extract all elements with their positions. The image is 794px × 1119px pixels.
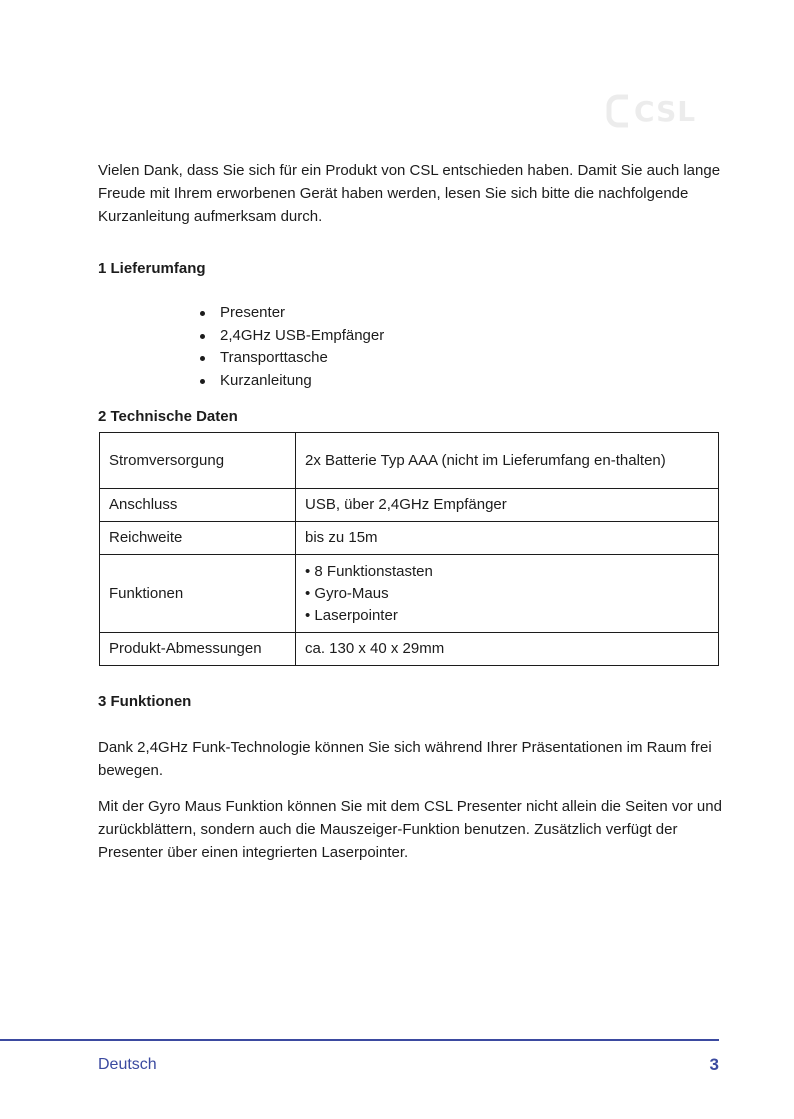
funktionen-list [305,561,709,627]
spec-value: bis zu 15m [296,522,719,555]
page-number: 3 [709,1055,719,1074]
csl-logo [606,86,716,136]
spec-key: Anschluss [100,489,296,522]
spec-value-list [296,555,719,633]
list-item: Kurzanleitung [198,370,384,393]
table-row [100,522,719,555]
intro-paragraph: Vielen Dank, dass Sie sich für ein Produkt von CSL entschieden haben. Damit Sie auch lange Freude mit Ihrem erworbenen Gerät haben werden, lesen Sie sich bitte die nachfolgende Kurzanleitung aufmerksam durch. [98,162,721,225]
spec-value: ca. 130 x 40 x 29mm [296,633,719,666]
section-title-technische-daten: 2 Technische Daten [98,408,238,425]
section-title-funktionen: 3 Funktionen [98,693,192,710]
footer-divider [0,1039,719,1041]
lieferumfang-list [198,302,384,392]
section-title-lieferumfang: 1 Lieferumfang [98,260,206,277]
table-row [100,555,719,633]
funktionen-paragraph: Mit der Gyro Maus Funktion können Sie mit dem CSL Presenter nicht allein die Seiten vor und zurückblättern, sondern auch die Mauszeiger-Funktion benutzen. Zusätzlich verfügt der Presenter über einen integrierten Laserpointer. [98,798,722,861]
footer-language: Deutsch [98,1056,157,1073]
spec-key: Stromversorgung [100,433,296,489]
table-row [100,433,719,489]
list-item: 2,4GHz USB-Empfänger [198,325,384,348]
spec-key: Funktionen [100,555,296,633]
list-item: • Gyro-Maus [305,583,709,605]
csl-logo-icon [606,91,632,131]
logo-text: CSL [634,94,697,128]
spec-table [99,432,719,666]
list-item: • Laserpointer [305,605,709,627]
funktionen-paragraph: Dank 2,4GHz Funk-Technologie können Sie sich während Ihrer Präsentationen im Raum frei bewegen. [98,739,712,779]
spec-key: Reichweite [100,522,296,555]
table-row [100,489,719,522]
list-item: • 8 Funktionstasten [305,561,709,583]
list-item: Transporttasche [198,347,384,370]
spec-value: USB, über 2,4GHz Empfänger [296,489,719,522]
list-item: Presenter [198,302,384,325]
spec-key: Produkt-Abmessungen [100,633,296,666]
spec-value: 2x Batterie Typ AAA (nicht im Lieferumfang en-thalten) [296,433,719,489]
table-row [100,633,719,666]
